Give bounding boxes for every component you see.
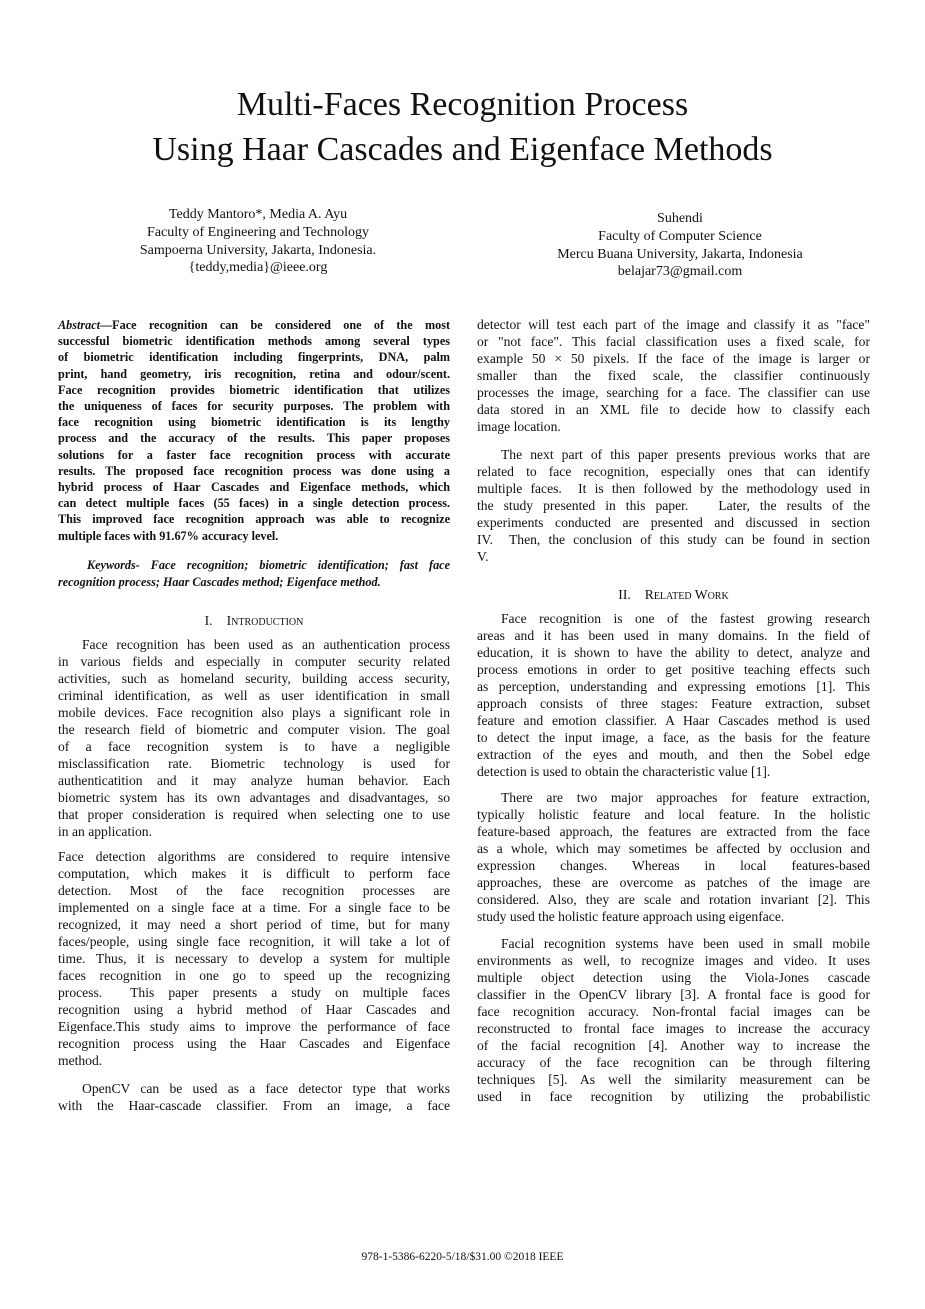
text-line: accuracy of the face recognition can be through filtering	[477, 1055, 870, 1070]
text-line: image location.	[477, 419, 561, 434]
text-line: The next part of this paper presents previous works that are	[501, 447, 870, 462]
text-line: process emotions in order to get positive teaching effects such	[477, 662, 870, 677]
text-line: Faculty of Computer Science	[598, 228, 762, 244]
text-line: faces/people, using single face recognition, it will take a lot of	[58, 934, 450, 949]
text-line: areas and it has been used in many domains. In the field of	[477, 628, 870, 643]
author-block-1	[108, 206, 408, 277]
text-line: example 50 × 50 pixels. If the face of the image is larger or	[477, 351, 870, 366]
text-line: Face recognition has been used as an authentication process	[82, 637, 450, 652]
text-line: activities, such as homeland security, building access security,	[58, 671, 450, 686]
paragraph	[477, 316, 870, 435]
text-line: environments as well, to recognize images and video. It uses	[477, 953, 870, 968]
text-line: smaller than the fixed scale, the classifier continuously	[477, 368, 870, 383]
text-line: implemented on a single face at a time. For a single face to be	[58, 900, 450, 915]
text-line: process and the accuracy of the results. This paper proposes	[58, 431, 450, 446]
text-line: Face recognition is one of the fastest growing research	[501, 611, 870, 626]
text-line: related to face recognition, especially ones that can identify	[477, 464, 870, 479]
paper-title	[0, 82, 925, 172]
text-line: detector will test each part of the image and classify it as "face"	[477, 317, 870, 332]
text-line: as a whole, which may sometimes be affected by occlusion and	[477, 841, 870, 856]
text-line: misclassification rate. Biometric technology is used for	[58, 756, 450, 771]
text-line: OpenCV can be used as a face detector type that works	[82, 1081, 450, 1096]
text-line: reconstructed to frontal face images to increase the accuracy	[477, 1021, 870, 1036]
text-line: Suhendi	[657, 211, 703, 226]
text-line: detection. Most of the face recognition processes are	[58, 883, 450, 898]
text-line: computation, which makes it is difficult to perform face	[58, 866, 450, 881]
text-line: recognition process using the Haar Cascades and Eigenface	[58, 1036, 450, 1051]
text-line: typically holistic feature and local feature. In the holistic	[477, 807, 870, 822]
text-line: Faculty of Engineering and Technology	[147, 224, 369, 240]
text-line: approaches, these are overcome as patches of the image are	[477, 875, 870, 890]
text-line: Mercu Buana University, Jakarta, Indonesia	[557, 246, 803, 262]
text-line: recognized, it may need a short period of time, but for many	[58, 917, 450, 932]
text-line: Abstract—Face recognition can be considered one of the most	[58, 318, 450, 332]
text-line: print, hand geometry, iris recognition, retina and odour/scent.	[58, 366, 450, 381]
text-line: considered. Also, they are scale and rotation invariant [2]. This	[477, 892, 870, 907]
text-line: multiple faces. It is then followed by the methodology used in	[477, 481, 870, 496]
text-line: with the Haar-cascade classifier. From an image, a face	[58, 1098, 450, 1113]
text-line: method.	[58, 1053, 103, 1068]
paragraph	[477, 789, 870, 925]
text-line: experiments conducted are presented and discussed in section	[477, 515, 870, 530]
text-line: There are two major approaches for feature extraction,	[501, 790, 870, 805]
paragraph	[477, 446, 870, 565]
text-line: extraction of the eyes and mouth, and then the Sobel edge	[477, 747, 870, 762]
text-line: feature and emotion classifier. A Haar Cascades method is used	[477, 713, 870, 728]
text-line: data stored in an XML file to decide how to classify each	[477, 402, 870, 417]
copyright-footer: 978-1-5386-6220-5/18/$31.00 ©2018 IEEE	[361, 1251, 564, 1263]
text-line: face recognition using biometric identification is its lengthy	[58, 415, 450, 430]
text-line: Eigenface.This study aims to improve the performance of face	[58, 1019, 450, 1034]
text-line: belajar73@gmail.com	[617, 264, 743, 280]
text-line: used in face recognition by utilizing the probabilistic	[477, 1089, 870, 1104]
section-heading-introduction	[58, 612, 450, 629]
text-line: successful biometric identification methods among several types	[58, 334, 450, 349]
text-line: Facial recognition systems have been used in small mobile	[501, 936, 870, 951]
text-line: {teddy,media}@ieee.org	[188, 260, 328, 276]
text-line: the uniqueness of faces for security purposes. The problem with	[58, 399, 450, 414]
text-line: in an application.	[58, 824, 152, 839]
keywords	[58, 557, 450, 591]
text-line: criminal identification, as well as user identification in small	[58, 688, 450, 703]
text-line: solutions for a faster face recognition process with accurate	[58, 447, 450, 462]
paragraph	[477, 610, 870, 780]
text-line: results. The proposed face recognition process was done using a	[58, 463, 450, 478]
text-line: This improved face recognition approach was able to recognize	[58, 512, 450, 527]
text-line: Keywords- Face recognition; biometric identification; fast face	[87, 558, 450, 572]
text-line: the study presented in this paper. Later, the results of the	[477, 498, 870, 513]
author-block-2	[520, 210, 840, 281]
text-line: Teddy Mantoro*, Media A. Ayu	[168, 207, 348, 222]
abstract	[58, 317, 450, 544]
text-line: can detect multiple faces (55 faces) in a single detection process.	[58, 496, 450, 511]
section-number: I.	[204, 613, 213, 628]
text-line: Sampoerna University, Jakarta, Indonesia.	[139, 242, 377, 258]
text-line: classifier in the OpenCV library [3]. A frontal face is good for	[477, 987, 870, 1002]
text-line: of a face recognition system is to have a negligible	[58, 739, 450, 754]
text-line: in various fields and especially in computer security related	[58, 654, 450, 669]
text-line: expression changes. Whereas in local features-based	[477, 858, 870, 873]
text-line: recognition process; Haar Cascades method; Eigenface method.	[58, 575, 381, 589]
text-line: biometric system has its own advantages and disadvantages, so	[58, 790, 450, 805]
paragraph	[58, 636, 450, 840]
paragraph	[58, 1080, 450, 1114]
text-line: that proper consideration is required when selecting one to use	[58, 807, 450, 822]
title-line-2: Using Haar Cascades and Eigenface Methods	[152, 131, 773, 168]
text-line: multiple faces with 91.67% accuracy level.	[58, 528, 279, 543]
text-line: approach consists of three stages: Feature extraction, subset	[477, 696, 870, 711]
text-line: authenticatition and it may analyze human behavior. Each	[58, 773, 450, 788]
section-heading-related-work	[477, 586, 870, 603]
text-line: IV. Then, the conclusion of this study can be found in section	[477, 532, 870, 547]
text-line: the research field of biometric and computer vision. The goal	[58, 722, 450, 737]
text-line: of biometric identification including fingerprints, DNA, palm	[58, 350, 450, 365]
text-line: techniques [5]. As well the similarity measurement can be	[477, 1072, 870, 1087]
title-line-1: Multi-Faces Recognition Process	[236, 86, 689, 123]
text-line: education, it is shown to have the ability to detect, analyze and	[477, 645, 870, 660]
text-line: or "not face". This facial classification uses a fixed scale, for	[477, 334, 870, 349]
text-line: face recognition accuracy. Non-frontal facial images can be	[477, 1004, 870, 1019]
text-line: Face recognition provides biometric identification that utilizes	[58, 382, 450, 397]
abstract-label: Abstract—	[58, 318, 113, 332]
section-title: Related Work	[644, 587, 729, 602]
text-line: to detect the input image, a face, as the basis for the feature	[477, 730, 870, 745]
text-line: hybrid process of Haar Cascades and Eigenface methods, which	[58, 480, 450, 495]
text-line: processes the image, searching for a face. The classifier can use	[477, 385, 870, 400]
text-line: study used the holistic feature approach using eigenface.	[477, 909, 785, 924]
text-line: recognition using a hybrid method of Haar Cascades and	[58, 1002, 450, 1017]
paragraph	[477, 935, 870, 1105]
text-line: feature-based approach, the features are extracted from the face	[477, 824, 870, 839]
text-line: process. This paper presents a study on multiple faces	[58, 985, 450, 1000]
text-line: time. Thus, it is necessary to develop a system for multiple	[58, 951, 450, 966]
text-line: of the facial recognition [4]. Another way to increase the	[477, 1038, 870, 1053]
text-line: faces recognition in one go to speed up the recognizing	[58, 968, 450, 983]
text-line: multiple object detection using the Viola-Jones cascade	[477, 970, 870, 985]
text-line: Face detection algorithms are considered to require intensive	[58, 849, 450, 864]
paragraph	[58, 848, 450, 1069]
text-line: mobile devices. Face recognition also plays a significant role in	[58, 705, 450, 720]
section-number: II.	[618, 587, 631, 602]
text-line: V.	[477, 549, 489, 564]
section-title: Introduction	[226, 613, 304, 628]
text-line: as perception, understanding and expressing emotions [1]. This	[477, 679, 870, 694]
text-line: detection is used to obtain the characteristic value [1].	[477, 764, 771, 779]
